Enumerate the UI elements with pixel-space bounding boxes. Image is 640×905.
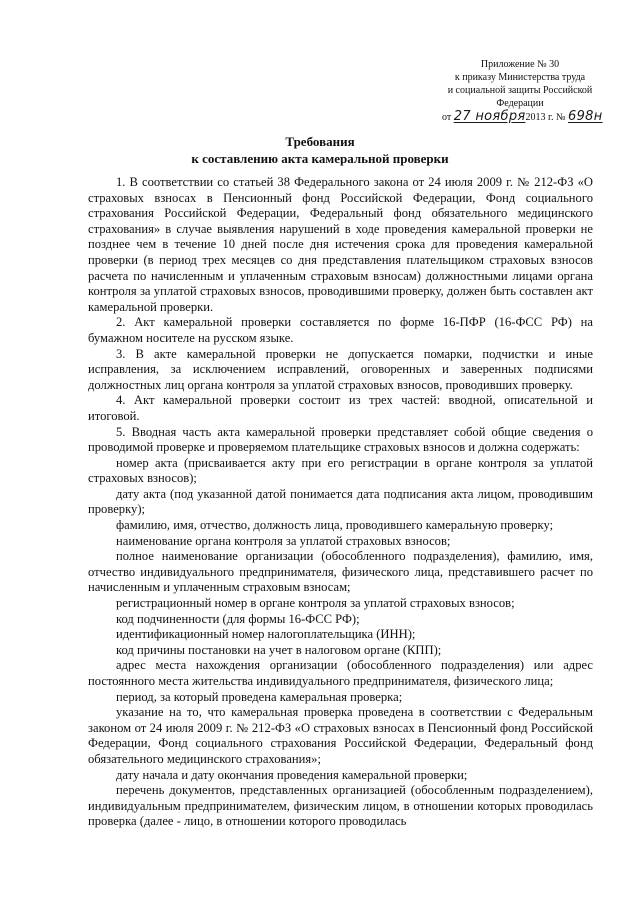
list-item-address: адрес места нахождения организации (обособленного подразделения) или адрес постоянного места жительства индивидуального предпринимателя, физического лица;	[88, 658, 593, 688]
paragraph-4: 4. Акт камеральной проверки состоит из трех частей: вводной, описательной и итоговой.	[88, 393, 593, 423]
title-line-1: Требования	[285, 134, 355, 149]
list-item-organization-name: полное наименование организации (обособленного подразделения), фамилию, имя, отчество индивидуального предпринимателя, физического лица, представившего расчет по начисленным и уплаченным страховым взносам;	[88, 549, 593, 595]
list-item-documents: перечень документов, представленных организацией (обособленным подразделением), индивидуальным предпринимателем, физическим лицом, в отношении которых проводилась проверка (далее - лицо, в отношении которого проводилась	[88, 783, 593, 829]
document-body	[88, 175, 593, 830]
paragraph-1: 1. В соответствии со статьей 38 Федерального закона от 24 июля 2009 г. № 212-ФЗ «О страховых взносах в Пенсионный фонд Российской Федерации, Фонд социального страхования Российской Федерации, Федеральный фонд обязательного медицинского страхования» в случае выявления нарушений в ходе проведения камеральной проверки не позднее чем в течение 10 дней после дня истечения срока для проведения камеральной проверки (в период трех месяцев со дня представления плательщиком страховых взносов расчета по начисленным и уплаченным страховым взносам) должностными лицами органа контроля за уплатой страховых взносов, проводившими проверку, должен быть составлен акт камеральной проверки.	[88, 175, 593, 314]
list-item-inspector-name: фамилию, имя, отчество, должность лица, проводившего камеральную проверку;	[116, 518, 554, 533]
document-title	[0, 133, 640, 167]
list-item-control-body: наименование органа контроля за уплатой страховых взносов;	[116, 533, 451, 548]
list-item-subordination-code: код подчиненности (для формы 16-ФСС РФ);	[116, 611, 360, 626]
list-item-period: период, за который проведена камеральная проверка;	[116, 689, 403, 704]
appendix-line-3: и социальной защиты Российской	[447, 85, 593, 96]
paragraph-5: 5. Вводная часть акта камеральной проверки представляет собой общие сведения о проводимой проверке и проверяемом плательщике страховых взносов и должна содержать:	[88, 424, 593, 455]
appendix-line-2: к приказу Министерства труда	[454, 72, 586, 83]
list-item-act-date: дату акта (под указанной датой понимается дата подписания акта лицом, проводившим проверку);	[88, 486, 593, 517]
list-item-act-number: номер акта (присваивается акту при его регистрации в органе контроля за уплатой страховых взносов);	[88, 455, 593, 486]
appendix-line-1: Приложение № 30	[480, 59, 560, 70]
handwritten-number: 698н	[568, 109, 603, 124]
appendix-line-4: Федерации	[496, 98, 544, 109]
list-item-registration-number: регистрационный номер в органе контроля за уплатой страховых взносов;	[116, 596, 515, 611]
title-line-2: к составлению акта камеральной проверки	[191, 151, 449, 166]
appendix-date-line	[430, 110, 610, 124]
paragraph-3: 3. В акте камеральной проверки не допускается помарки, подчистки и иные исправления, за исключением исправлений, оговоренных и заверенных подписями должностных лиц органа контроля за уплатой страховых взносов, проводивших проверку.	[88, 346, 593, 392]
date-year: 2013 г. №	[525, 112, 566, 123]
handwritten-date: 27 ноября	[453, 109, 526, 124]
list-item-kpp: код причины постановки на учет в налоговом органе (КПП);	[116, 642, 442, 657]
list-item-inn: идентификационный номер налогоплательщика (ИНН);	[116, 627, 416, 642]
appendix-header	[430, 58, 610, 124]
list-item-dates: дату начала и дату окончания проведения камеральной проверки;	[116, 767, 468, 782]
paragraph-2: 2. Акт камеральной проверки составляется по форме 16-ПФР (16-ФСС РФ) на бумажном носителе на русском языке.	[88, 315, 593, 345]
date-prefix: от	[442, 112, 452, 123]
list-item-legal-basis: указание на то, что камеральная проверка проведена в соответствии с Федеральным законом от 24 июля 2009 г. № 212-ФЗ «О страховых взносах в Пенсионный фонд Российской Федерации, Фонд социального страхования Российской Федерации, Федеральный фонд обязательного медицинского страхования»;	[88, 705, 593, 766]
